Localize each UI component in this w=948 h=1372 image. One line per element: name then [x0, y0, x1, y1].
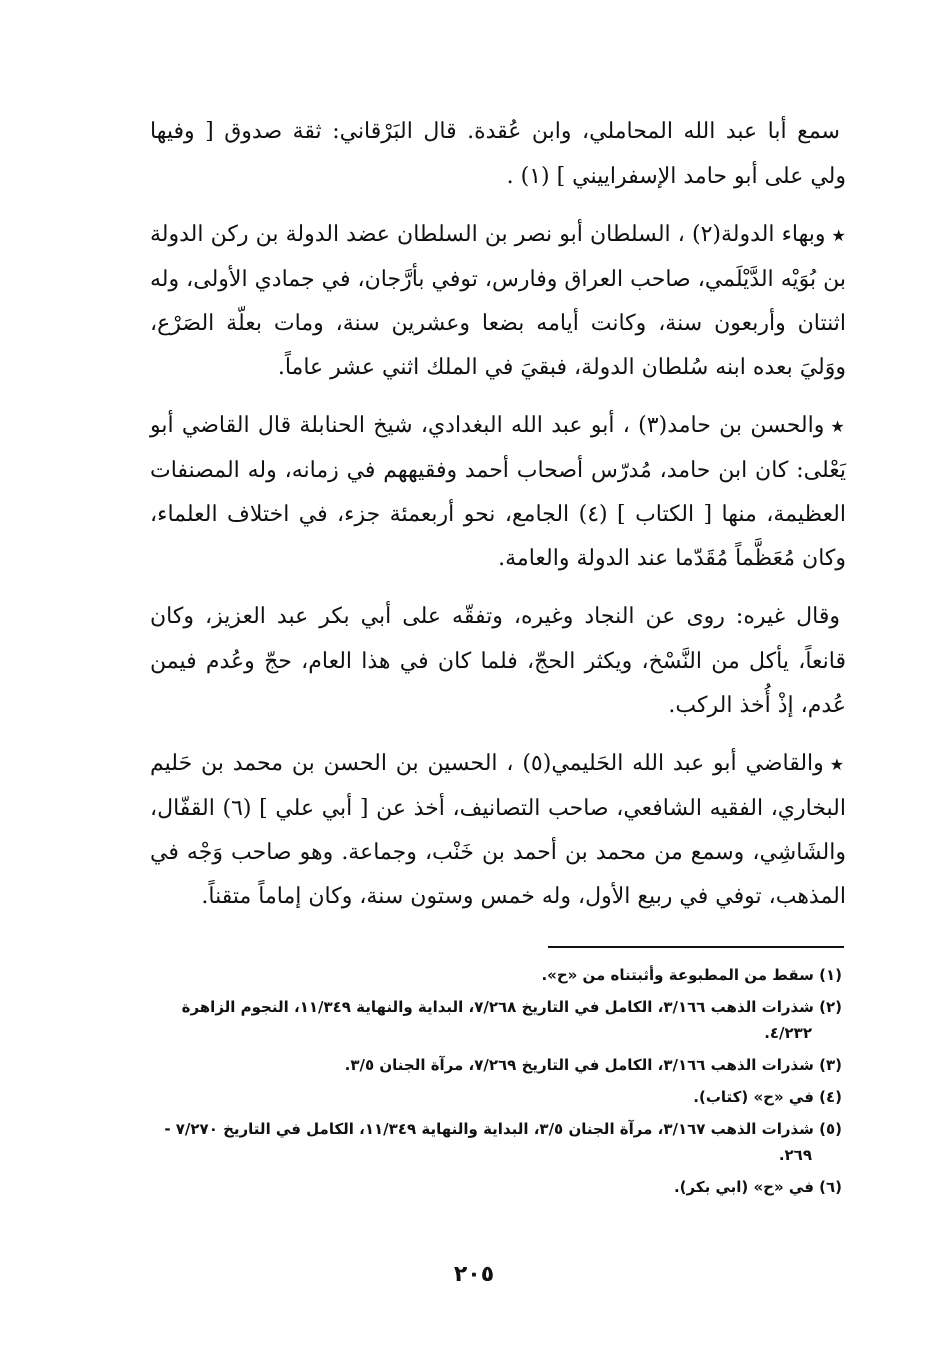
footnote-number: (٥) — [819, 1120, 842, 1138]
paragraph-text: وبهاء الدولة(٢) ، السلطان أبو نصر بن السلطان عضد الدولة بن ركن الدولة بن بُوَيْه الدَّيْلَمي، صاحب العراق وفارس، توفي بأرَّجان، في جمادي الأولى، وله اثنتان وأربعون سنة، وكانت أيامه بضعا وعشرين سنة، ومات بعلّة الصَرْع، ووَليَ بعده ابنه سُلطان الدولة، فبقيَ في الملك اثني عشر عاماً. — [150, 222, 846, 380]
paragraph-text: والقاضي أبو عبد الله الحَليمي(٥) ، الحسين بن الحسن بن محمد بن حَليم البخاري، الفقيه الشافعي، صاحب التصانيف، أخذ عن [ أبي علي ] (٦) القفّال، والشَاشِي، وسمع من محمد بن أحمد بن خَنْب، وجماعة. وهو صاحب وَجْه في المذهب، توفي في ربيع الأول، وله خمس وستون سنة، وكان إماماً متقناً. — [150, 751, 847, 909]
footnote-4 — [140, 1084, 842, 1110]
footnote-number: (٤) — [819, 1088, 842, 1106]
footnote-text: سقط من المطبوعة وأثبتناه من «ح». — [541, 966, 814, 984]
paragraph-continuation — [150, 110, 846, 199]
paragraph-al-halimi — [150, 742, 846, 919]
footnote-number: (٣) — [819, 1056, 842, 1074]
paragraph-text: وقال غيره: روى عن النجاد وغيره، وتفقّه على أبي بكر عبد العزيز، وكان قانعاً، يأكل من النَّسْخ، ويكثر الحجّ، فلما كان في هذا العام، حجّ وعُدم فيمن عُدم، إذْ أُخذ الركب. — [150, 604, 846, 718]
footnotes — [140, 962, 842, 1206]
footnote-6 — [140, 1174, 842, 1200]
star-marker: ★ — [831, 226, 847, 245]
footnote-1 — [140, 962, 842, 988]
footnote-text: في «ح» (ابي بكر). — [673, 1178, 814, 1196]
footnote-text: شذرات الذهب ٣/١٦٦، الكامل في التاريخ ٧/٢٦٨، البداية والنهاية ١١/٣٤٩، النجوم الزاهرة ٤/٢٣٢. — [181, 998, 814, 1042]
footnote-divider — [548, 946, 844, 948]
footnote-text: في «ح» (كتاب). — [693, 1088, 814, 1106]
footnote-text: شذرات الذهب ٣/١٦٧، مرآة الجنان ٣/٥، البداية والنهاية ١١/٣٤٩، الكامل في التاريخ ٧/٢٧٠ - ٢٦٩. — [164, 1120, 814, 1164]
paragraph-baha-al-dawla — [150, 213, 846, 390]
star-marker: ★ — [830, 417, 847, 436]
paragraph-text: والحسن بن حامد(٣) ، أبو عبد الله البغدادي، شيخ الحنابلة قال القاضي أبو يَعْلى: كان ابن حامد، مُدرّس أصحاب أحمد وفقيههم في زمانه، وله المصنفات العظيمة، منها [ الكتاب ] (٤) الجامع، نحو أربعمئة جزء، في اختلاف العلماء، وكان مُعَظَّماً مُقَدّما عند الدولة والعامة. — [150, 413, 846, 571]
footnote-2 — [140, 994, 842, 1046]
paragraph-others-said — [150, 595, 846, 728]
star-marker: ★ — [829, 755, 846, 774]
footnote-number: (١) — [819, 966, 842, 984]
page-number: ٢٠٥ — [453, 1262, 495, 1287]
paragraph-text: سمع أبا عبد الله المحاملي، وابن عُقدة. قال البَرْقاني: ثقة صدوق [ وفيها ولي على أبو حامد الإسفراييني ] (١) . — [150, 119, 846, 189]
paragraph-hasan-ibn-hamid — [150, 404, 846, 581]
footnote-5 — [140, 1116, 842, 1168]
footnote-number: (٢) — [819, 998, 842, 1016]
footnote-number: (٦) — [819, 1178, 842, 1196]
main-text — [150, 110, 846, 933]
footnote-text: شذرات الذهب ٣/١٦٦، الكامل في التاريخ ٧/٢٦٩، مرآة الجنان ٣/٥. — [344, 1056, 814, 1074]
footnote-3 — [140, 1052, 842, 1078]
